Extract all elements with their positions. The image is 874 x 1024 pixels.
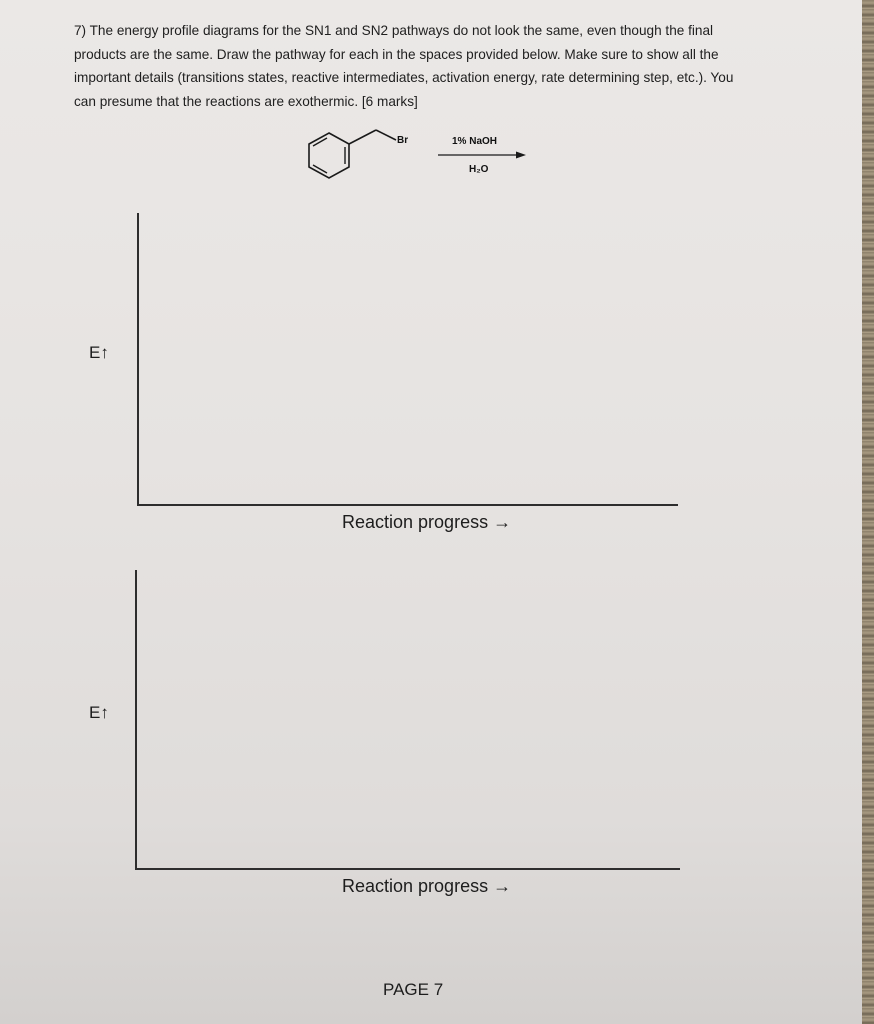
y-axis-2	[135, 570, 137, 870]
energy-axis-label-1: E↑	[89, 343, 109, 362]
table-edge	[862, 0, 874, 1024]
progress-axis-label-1: Reaction progress →	[342, 512, 512, 532]
question-text: 7) The energy profile diagrams for the SN1 and SN2 pathways do not look the same, even though the final products are the same. Draw the pathway for each in the spaces provided below. Make sure to show all the important details (transitions states, reactive intermediates, activation energy, rate determining step, etc.). You can presume that the reactions are exothermic. [6 marks]	[74, 23, 734, 109]
x-axis-2	[135, 868, 680, 870]
reagent-label: 1% NaOH	[452, 136, 498, 147]
reaction-scheme	[290, 120, 550, 200]
bromine-label: Br	[397, 135, 409, 146]
energy-axis-label-2: E↑	[89, 703, 109, 722]
solvent-label: H₂O	[469, 164, 489, 175]
benzyl-bromide-structure	[290, 120, 550, 200]
x-axis-1	[137, 504, 678, 506]
page-number: PAGE 7	[383, 980, 444, 999]
progress-axis-label-2: Reaction progress →	[342, 876, 512, 896]
y-axis-1	[137, 213, 139, 506]
